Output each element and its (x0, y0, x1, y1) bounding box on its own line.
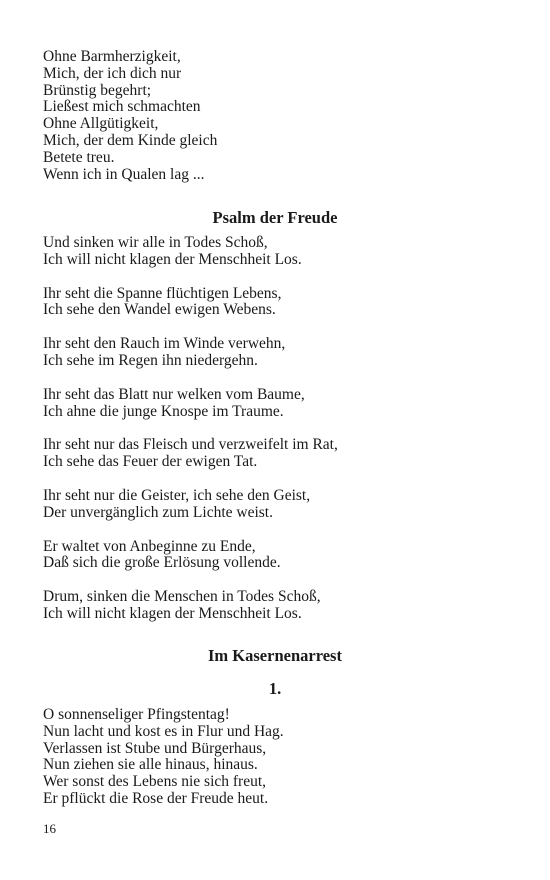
poem-line: Der unvergänglich zum Lichte weist. (43, 503, 273, 521)
stanza (43, 286, 483, 320)
poem-line: Er waltet von Anbeginne zu Ende, (43, 537, 256, 555)
poem-line: Ich ahne die junge Knospe im Traume. (43, 402, 284, 420)
poem-line: Ich sehe im Regen ihn niedergehn. (43, 351, 258, 369)
poem-line: Betete treu. (43, 148, 115, 166)
poem-line: Ich will nicht klagen der Menschheit Los. (43, 604, 302, 622)
poem-line: O sonnenseliger Pfingstentag! (43, 706, 230, 723)
stanza (43, 437, 483, 471)
poem-line: Wenn ich in Qualen lag ... (43, 165, 205, 183)
poem-line: Ihr seht nur das Fleisch und verzweifelt im Rat, (43, 436, 338, 454)
section-number: 1. (268, 679, 282, 698)
poem-line: Ich will nicht klagen der Menschheit Los. (43, 250, 302, 268)
page-number: 16 (43, 821, 56, 836)
poem-line: Ohne Barmherzigkeit, (43, 48, 181, 65)
poem-line: Mich, der dem Kinde gleich (43, 131, 218, 149)
psalm-body (43, 235, 483, 623)
stanza (43, 539, 483, 573)
poem-line: Drum, sinken die Menschen in Todes Schoß, (43, 588, 321, 606)
poem-line: Und sinken wir alle in Todes Schoß, (43, 234, 268, 251)
poem-line: Ohne Allgütigkeit, (43, 115, 159, 133)
poem-line: Ich sehe den Wandel ewigen Webens. (43, 301, 276, 319)
poem-line: Ich sehe das Feuer der ewigen Tat. (43, 453, 258, 471)
stanza (43, 488, 483, 522)
poem-line: Ihr seht nur die Geister, ich sehe den Geist, (43, 486, 311, 504)
poem-line: Brünstig begehrt; (43, 81, 152, 99)
poem-line: Nun lacht und kost es in Flur und Hag. (43, 722, 284, 740)
intro-stanza (43, 49, 483, 183)
poem-line: Daß sich die große Erlösung vollende. (43, 554, 281, 572)
poem-line: Er pflückt die Rose der Freude heut. (43, 789, 269, 807)
kasernenarrest-body (43, 707, 483, 808)
poem-line: Verlassen ist Stube und Bürgerhaus, (43, 739, 267, 757)
psalm-title: Psalm der Freude (212, 208, 338, 227)
poem-line: Ihr seht das Blatt nur welken vom Baume, (43, 385, 305, 403)
poem-line: Mich, der ich dich nur (43, 64, 182, 82)
stanza (43, 336, 483, 370)
stanza (43, 235, 483, 269)
poem-line: Ließest mich schmachten (43, 98, 201, 116)
kasernenarrest-title: Im Kasernenarrest (208, 646, 342, 665)
stanza (43, 589, 483, 623)
poem-line: Ihr seht die Spanne flüchtigen Lebens, (43, 284, 282, 302)
poem-line: Nun ziehen sie alle hinaus, hinaus. (43, 756, 258, 774)
stanza (43, 387, 483, 421)
poem-line: Ihr seht den Rauch im Winde verwehn, (43, 335, 286, 353)
poem-line: Wer sonst des Lebens nie sich freut, (43, 773, 267, 791)
